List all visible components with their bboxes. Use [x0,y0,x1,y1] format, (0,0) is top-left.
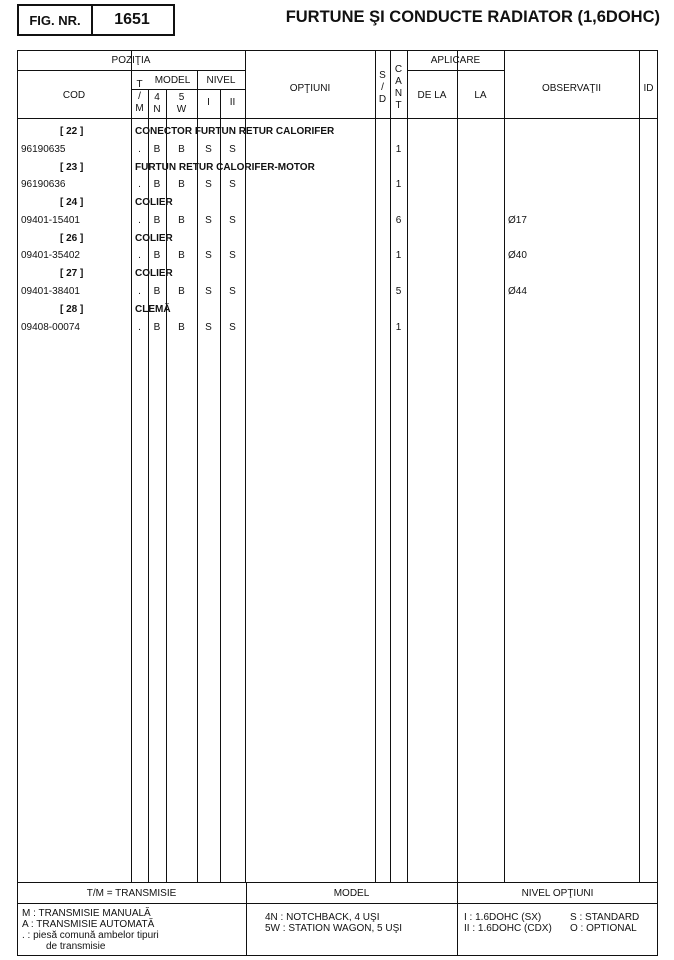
grid-vline [639,50,640,882]
header-sd-slash: / [381,82,384,93]
header-cant-letter: T [395,100,402,111]
item-observatii [508,321,628,335]
item-model-5w: B [178,214,185,226]
header-model-4: 4 [154,92,160,103]
legend-model-line: 4N : NOTCHBACK, 4 UŞI [265,912,380,923]
header-model-5: 5 [178,92,185,103]
grid-vline [245,50,246,882]
header-sd-d: D [378,94,387,105]
item-model-5w: B [178,286,185,297]
legend-tm-line: A : TRANSMISIE AUTOMATĂ [22,919,155,930]
figure-number-box [17,4,175,36]
item-observatii: Ø40 [508,250,527,262]
header-aplicare: APLICARE [430,55,481,66]
item-name: FURTUN RETUR CALORIFER-MOTOR [135,161,315,173]
grid-hline [17,903,658,904]
grid-hline [407,70,504,71]
item-model-4n: B [153,321,161,333]
item-model-4n: B [153,143,161,155]
legend-tm-line: de transmisie [46,941,106,952]
header-model-w: W [176,104,187,115]
header-cant-letter: A [395,76,402,87]
grid-hline [17,70,245,71]
item-cod: 09401-35402 [21,250,80,262]
header-optiuni: OPŢIUNI [289,83,331,94]
legend-model-line: 5W : STATION WAGON, 5 UŞI [265,923,403,934]
item-model-5w: B [178,250,185,262]
grid-vline [390,50,391,882]
item-cant: 1 [395,321,402,333]
item-name: COLIER [135,268,173,280]
item-nivel-ii: S [229,321,236,333]
legend-model-title: MODEL [333,888,370,899]
item-position: [ 28 ] [60,304,84,315]
header-model: MODEL [154,75,191,86]
item-nivel-i: S [205,179,212,191]
grid-hline [17,118,658,119]
item-position: [ 24 ] [60,197,84,209]
item-cod: 09401-15401 [21,214,80,226]
grid-vline [131,50,132,882]
item-cant: 6 [395,214,402,226]
grid-vline [407,50,408,882]
header-nivel-ii: II [229,97,236,108]
item-observatii: Ø44 [508,286,527,297]
item-nivel-i: S [205,286,212,297]
legend-nivel-line: II : 1.6DOHC (CDX) [464,923,552,934]
item-nivel-i: S [205,321,212,333]
legend-tm-title: T/M = TRANSMISIE [86,888,177,899]
item-name: CONECTOR FURTUN RETUR CALORIFER [135,126,335,137]
item-tm: . [138,250,141,262]
item-nivel-ii: S [229,143,236,155]
item-cant: 1 [395,143,402,155]
header-tm-m: M [135,103,144,114]
item-observatii [508,178,628,192]
header-tm-t: T [136,79,143,90]
header-pozitia: POZIŢIA [111,55,151,66]
grid-vline [504,50,505,882]
grid-vline [375,50,376,882]
legend-tm-line: . : piesă comună ambelor tipuri [22,930,159,941]
item-name: COLIER [135,232,173,244]
item-nivel-ii: S [229,250,236,262]
item-model-4n: B [153,286,161,297]
item-cod: 09408-00074 [21,321,80,333]
figure-label: FIG. NR. [19,6,93,34]
item-position: [ 26 ] [60,232,84,244]
item-position: [ 23 ] [60,161,84,173]
item-nivel-i: S [205,143,212,155]
item-cod: 96190636 [21,179,66,191]
item-nivel-ii: S [229,286,236,297]
item-tm: . [138,179,141,191]
header-sd-s: S [379,70,386,81]
header-nivel-i: I [207,97,210,108]
header-de-la: DE LA [417,90,447,101]
item-observatii: Ø17 [508,214,527,226]
item-model-5w: B [178,179,185,191]
page-title: FURTUNE ŞI CONDUCTE RADIATOR (1,6DOHC) [285,8,660,26]
figure-number: 1651 [114,11,150,28]
item-name: CLEMĂ [135,304,171,315]
item-model-4n: B [153,250,161,262]
header-observatii: OBSERVAŢII [541,83,602,94]
item-model-5w: B [178,321,185,333]
item-tm: . [138,214,141,226]
header-model-n: N [153,104,161,115]
item-cant: 1 [395,250,402,262]
header-cant-letter: N [394,88,403,99]
item-cant: 1 [395,179,402,191]
item-nivel-i: S [205,214,212,226]
item-model-4n: B [153,214,161,226]
item-name: COLIER [135,197,173,209]
header-cod: COD [62,90,86,101]
legend-nivel-line: I : 1.6DOHC (SX) [464,912,542,923]
item-tm: . [138,286,141,297]
item-cod: 96190635 [21,143,66,155]
legend-nivel-code: S : STANDARD [570,912,640,923]
item-tm: . [138,321,141,333]
grid-hline [131,89,245,90]
item-observatii [508,143,628,157]
item-nivel-ii: S [229,214,236,226]
item-model-5w: B [178,143,185,155]
header-id: ID [643,83,654,94]
item-tm: . [138,143,141,155]
item-position: [ 22 ] [60,126,84,137]
header-la: LA [474,90,487,101]
legend-nivel-title: NIVEL OPŢIUNI [521,888,594,899]
item-cant: 5 [395,286,402,297]
grid-hline [17,882,658,883]
grid-vline [457,50,458,882]
item-position: [ 27 ] [60,268,84,280]
header-nivel: NIVEL [206,75,236,86]
item-model-4n: B [153,179,161,191]
legend-nivel-code: O : OPTIONAL [570,923,637,934]
item-cod: 09401-38401 [21,286,80,297]
header-tm-slash: / [138,91,141,102]
item-nivel-ii: S [229,179,236,191]
legend-tm-line: M : TRANSMISIE MANUALĂ [22,908,151,919]
item-nivel-i: S [205,250,212,262]
header-cant-letter: C [394,64,403,75]
